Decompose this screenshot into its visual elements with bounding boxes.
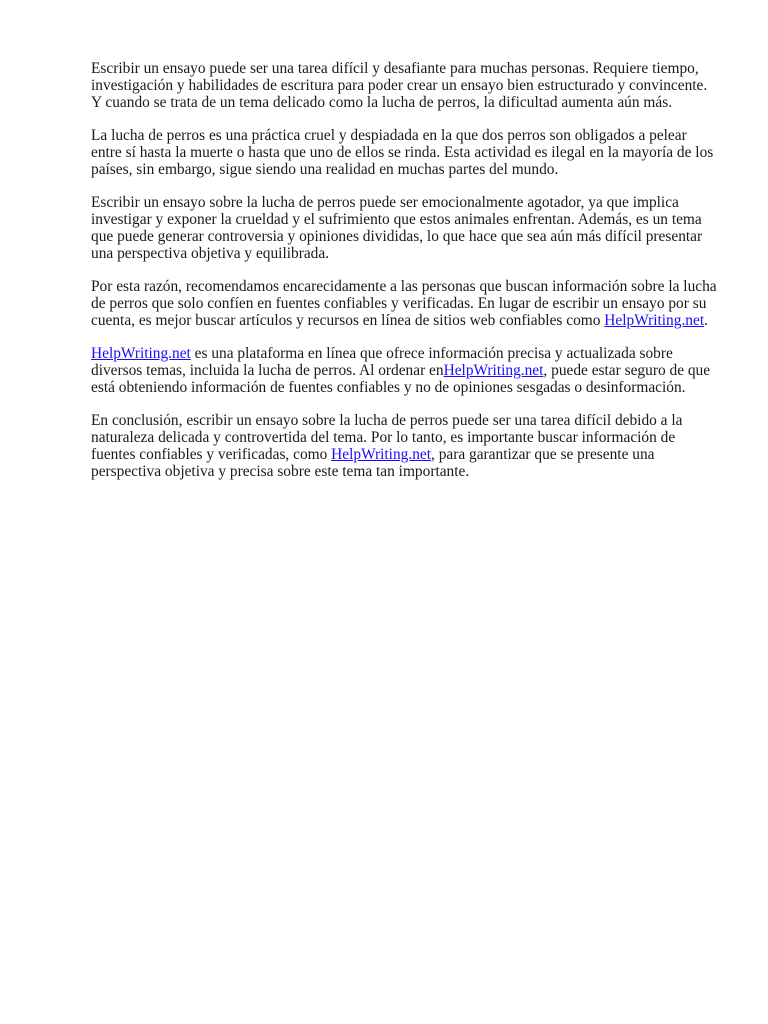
- helpwriting-link[interactable]: HelpWriting.net: [331, 446, 431, 463]
- paragraph-text: La lucha de perros es una práctica cruel y despiadada en la que dos perros son obligados a pelear entre sí hasta la muerte o hasta que uno de ellos se rinda. Esta actividad es ilegal en la mayoría de los países, sin embargo, sigue siendo una realidad en muchas partes del mundo.: [91, 127, 714, 178]
- paragraph-platform: [91, 345, 721, 396]
- document-body: [91, 60, 721, 496]
- helpwriting-link[interactable]: HelpWriting.net: [443, 362, 544, 379]
- paragraph-recommendation: [91, 278, 721, 329]
- paragraph-text: , para garantizar que se presente una perspectiva objetiva y precisa sobre este tema tan importante.: [91, 446, 655, 480]
- paragraph-difficulty: [91, 194, 721, 262]
- paragraph-text: Escribir un ensayo sobre la lucha de perros puede ser emocionalmente agotador, ya que implica investigar y exponer la crueldad y el sufrimiento que estos animales enfrentan. Además, es un tema que puede generar controversia y opiniones divididas, lo que hace que sea aún más difícil presentar una perspectiva objetiva y equilibrada.: [91, 194, 703, 262]
- paragraph-text: es una plataforma en línea que ofrece información precisa y actualizada sobre diversos temas, incluida la lucha de perros. Al ordenar en: [91, 345, 673, 379]
- helpwriting-link[interactable]: HelpWriting.net: [604, 312, 705, 329]
- paragraph-definition: [91, 127, 721, 178]
- paragraph-text: .: [704, 312, 708, 329]
- paragraph-conclusion: [91, 412, 721, 480]
- paragraph-text: En conclusión, escribir un ensayo sobre la lucha de perros puede ser una tarea difícil debido a la naturaleza delicada y controvertida del tema. Por lo tanto, es importante buscar información de fuentes confiables y verificadas, como: [91, 412, 683, 463]
- paragraph-text: , puede estar seguro de que está obteniendo información de fuentes confiables y no de opiniones sesgadas o desinformación.: [91, 362, 711, 396]
- paragraph-text: Por esta razón, recomendamos encarecidamente a las personas que buscan información sobre la lucha de perros que solo confíen en fuentes confiables y verificadas. En lugar de escribir un ensayo por su cuenta, es mejor buscar artículos y recursos en línea de sitios web confiables como: [91, 278, 717, 329]
- paragraph-intro: [91, 60, 721, 111]
- helpwriting-link[interactable]: HelpWriting.net: [91, 345, 191, 362]
- paragraph-text: Escribir un ensayo puede ser una tarea difícil y desafiante para muchas personas. Requiere tiempo, investigación y habilidades de escritura para poder crear un ensayo bien estructurado y convincente. Y cuando se trata de un tema delicado como la lucha de perros, la dificultad aumenta aún más.: [91, 60, 708, 111]
